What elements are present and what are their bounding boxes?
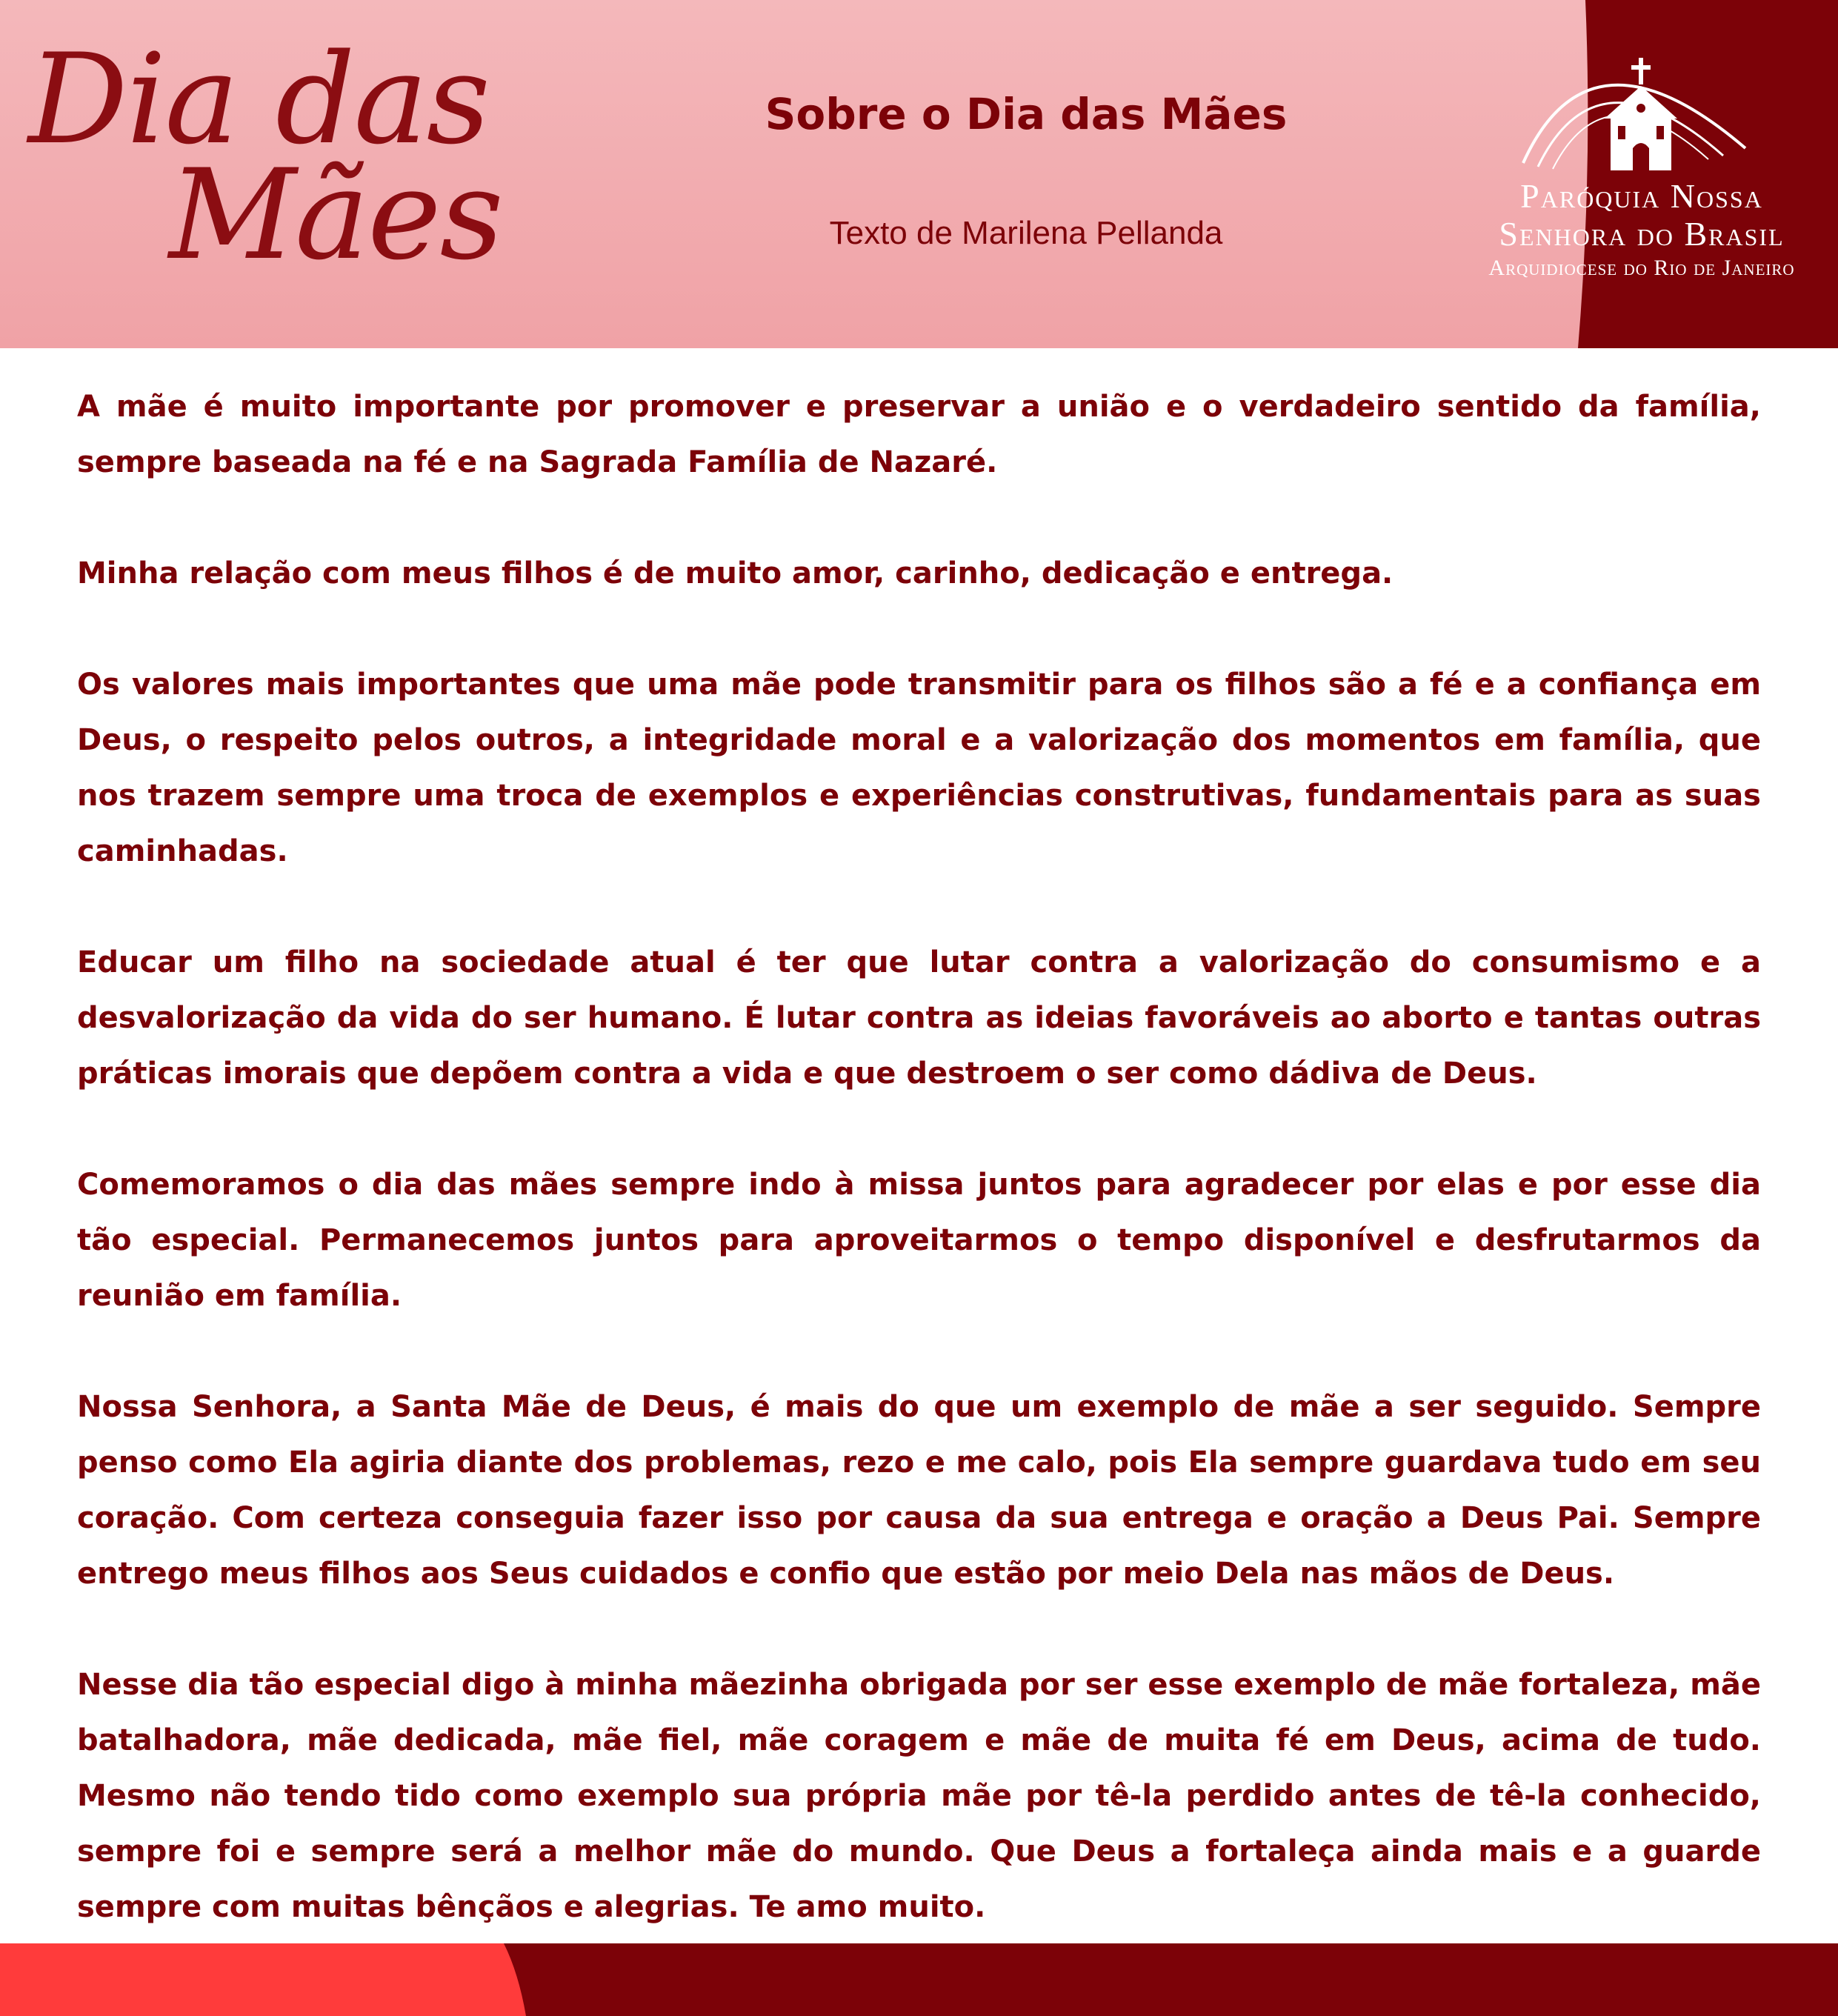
header-banner: [0, 0, 1838, 348]
paragraph: A mãe é muito importante por promover e preservar a união e o verdadeiro sentido da família, sempre baseada na fé e na Sagrada Família de Nazaré.: [77, 390, 1761, 479]
script-title-line1: Dia das: [28, 27, 489, 172]
page-title: Sobre o Dia das Mães: [765, 89, 1288, 139]
paragraph: Os valores mais importantes que uma mãe pode transmitir para os filhos são a fé e a confiança em Deus, o respeito pelos outros, a integridade moral e a valorização dos momentos em família, que nos trazem sempre uma troca de exemplos e experiências construtivas, fundamentais para as suas caminhadas.: [77, 668, 1761, 868]
paragraph: Comemoramos o dia das mães sempre indo à missa juntos para agradecer por elas e por esse dia tão especial. Permanecemos juntos para aproveitarmos o tempo disponível e desfrutarmos da reunião em família.: [77, 1168, 1761, 1313]
parish-diocese: Arquidiocese do Rio de Janeiro: [1488, 256, 1795, 281]
paragraph: Nossa Senhora, a Santa Mãe de Deus, é mais do que um exemplo de mãe a ser seguido. Sempre penso como Ela agiria diante dos problemas, rezo e me calo, pois Ela sempre guardava tudo em seu coração. Com certeza conseguia fazer isso por causa da sua entrega e oração a Deus Pai. Sempre entrego meus filhos aos Seus cuidados e confio que estão por meio Dela nas mãos de Deus.: [77, 1390, 1761, 1591]
article-body: [77, 379, 1761, 1991]
paragraph: Nesse dia tão especial digo à minha mãezinha obrigada por ser esse exemplo de mãe fortaleza, mãe batalhadora, mãe dedicada, mãe fiel, mãe coragem e mãe de muita fé em Deus, acima de tudo. Mesmo não tendo tido como exemplo sua própria mãe por tê-la perdido antes de tê-la conhecido, sempre foi e sempre será a melhor mãe do mundo. Que Deus a fortaleça ainda mais e a guarde sempre com muitas bênçãos e alegrias. Te amo muito.: [77, 1668, 1761, 1924]
paragraph: Minha relação com meus filhos é de muito amor, carinho, dedicação e entrega.: [77, 556, 1394, 591]
script-title: [28, 27, 502, 287]
parish-name-line2: Senhora do Brasil: [1499, 214, 1785, 253]
parish-name-line1: Paróquia Nossa: [1520, 177, 1763, 215]
footer-band: [0, 1943, 1838, 2016]
parish-logo-block: [1468, 37, 1816, 281]
church-icon: [1501, 37, 1782, 178]
script-title-line2: Mães: [169, 142, 502, 287]
author-credit: Texto de Marilena Pellanda: [829, 215, 1223, 251]
paragraph: Educar um filho na sociedade atual é ter que lutar contra a valorização do consumismo e a desvalorização da vida do ser humano. É lutar contra as ideias favoráveis ao aborto e tantas outras práticas imorais que depõem contra a vida e que destroem o ser como dádiva de Deus.: [77, 945, 1761, 1091]
